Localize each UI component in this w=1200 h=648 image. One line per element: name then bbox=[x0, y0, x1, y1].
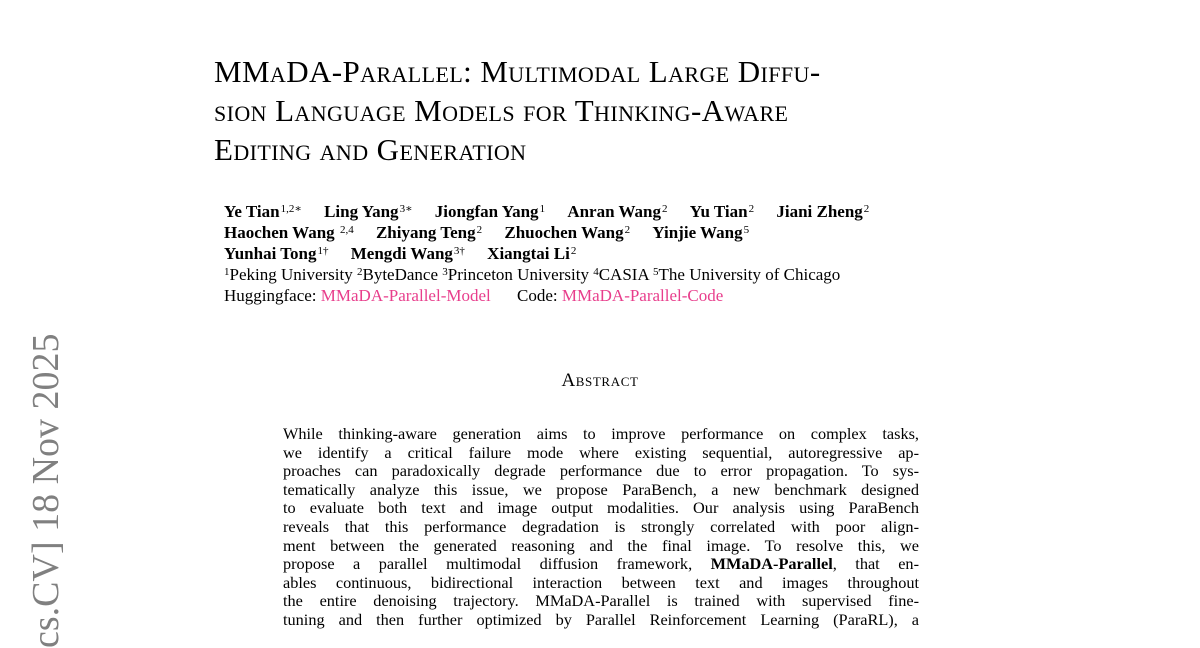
author: Ye Tian$^{1,2∗}$ bbox=[224, 202, 302, 221]
author: Yunhai Tong$^{1\dagger}$ bbox=[224, 244, 329, 263]
author: Zhuochen Wang$^2$ bbox=[504, 223, 631, 242]
abstract-line: ment between the generated reasoning and the final image. To resolve this, we bbox=[283, 535, 919, 555]
author-line bbox=[224, 243, 984, 264]
abstract-body bbox=[283, 425, 919, 630]
resource-links bbox=[224, 285, 984, 306]
abstract-heading: Abstract bbox=[561, 370, 639, 391]
author: Jiongfan Yang$^1$ bbox=[434, 202, 546, 221]
paper-title bbox=[214, 52, 990, 169]
abstract-line: the entire denoising trajectory. MMaDA-Parallel is trained with supervised fine- bbox=[283, 591, 919, 611]
affiliation: $^1$Peking University bbox=[224, 265, 353, 284]
author-block bbox=[224, 201, 984, 306]
affiliation: $^4$CASIA bbox=[593, 265, 649, 284]
abstract-line: to evaluate both text and image output modalities. Our analysis using ParaBench bbox=[283, 498, 919, 518]
huggingface-model-link[interactable]: MMaDA-Parallel-Model bbox=[320, 286, 491, 305]
abstract-line: ables continuous, bidirectional interaction between text and images throughout bbox=[283, 572, 919, 592]
affiliations bbox=[224, 264, 984, 285]
huggingface-label: Huggingface: bbox=[224, 286, 317, 305]
author-line bbox=[224, 201, 984, 222]
affiliation: $^3$Princeton University bbox=[442, 265, 589, 284]
author: Xiangtai Li$^2$ bbox=[487, 244, 577, 263]
title-line: Editing and Generation bbox=[214, 132, 527, 167]
abstract-line: tematically analyze this issue, we propose ParaBench, a new benchmark designed bbox=[283, 479, 919, 499]
title-line: MMaDA-Parallel: Multimodal Large Diffu- bbox=[214, 54, 821, 89]
author: Yu Tian$^2$ bbox=[689, 202, 755, 221]
author-line bbox=[224, 222, 984, 243]
abstract-line: propose a parallel multimodal diffusion framework, MMaDA-Parallel, that en- bbox=[283, 554, 919, 574]
abstract-line: reveals that this performance degradation is strongly correlated with poor align- bbox=[283, 516, 919, 536]
abstract-line: proaches can paradoxically degrade performance due to error propagation. To sys- bbox=[283, 461, 919, 481]
author: Haochen Wang $^{2,4}$ bbox=[224, 223, 354, 242]
affiliation: $^5$The University of Chicago bbox=[653, 265, 841, 284]
abstract-line: we identify a critical failure mode where existing sequential, autoregressive ap- bbox=[283, 442, 919, 462]
abstract-line: While thinking-aware generation aims to improve performance on complex tasks, bbox=[283, 424, 919, 443]
author: Yinjie Wang$^5$ bbox=[652, 223, 750, 242]
arxiv-identifier: cs.CV] 18 Nov 2025 bbox=[25, 333, 67, 648]
code-label: Code: bbox=[517, 286, 558, 305]
title-line: sion Language Models for Thinking-Aware bbox=[214, 93, 789, 128]
author: Zhiyang Teng$^2$ bbox=[375, 223, 483, 242]
author: Mengdi Wang$^{3\dagger}$ bbox=[350, 244, 465, 263]
code-link[interactable]: MMaDA-Parallel-Code bbox=[561, 286, 724, 305]
method-name: MMaDA-Parallel bbox=[710, 554, 833, 574]
author: Ling Yang$^{3∗}$ bbox=[324, 202, 413, 221]
affiliation: $^2$ByteDance bbox=[357, 265, 439, 284]
author: Jiani Zheng$^2$ bbox=[776, 202, 870, 221]
abstract-line: tuning and then further optimized by Parallel Reinforcement Learning (ParaRL), a bbox=[283, 609, 919, 629]
author: Anran Wang$^2$ bbox=[567, 202, 668, 221]
